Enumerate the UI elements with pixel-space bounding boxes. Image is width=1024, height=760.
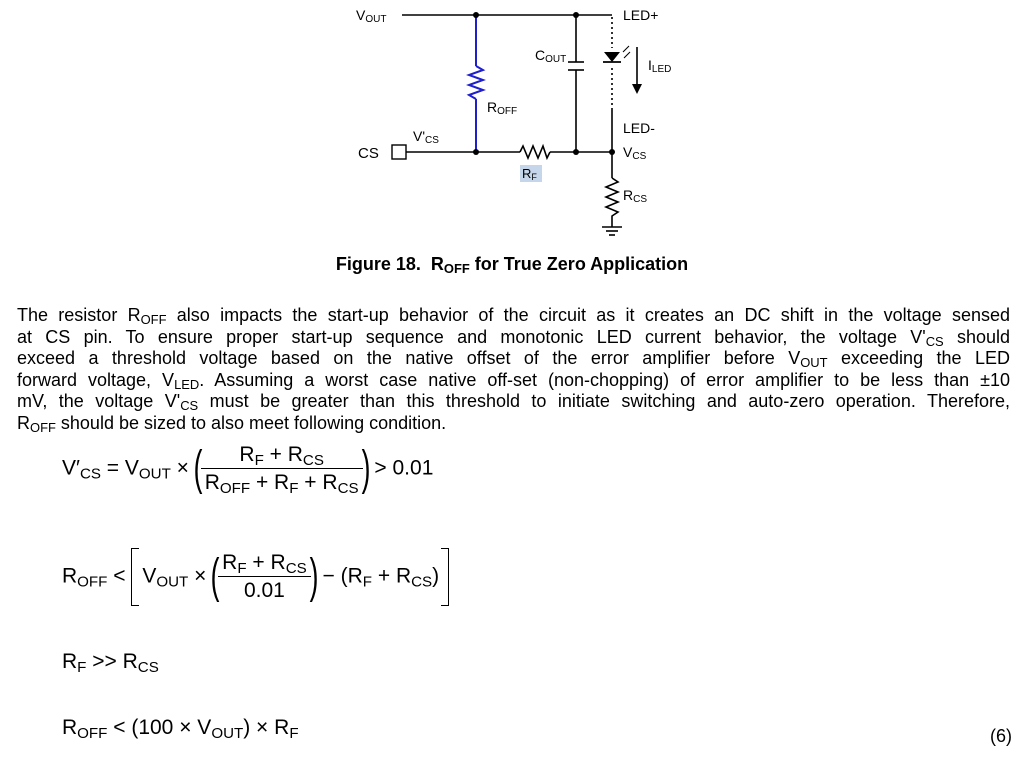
equation-number: (6) <box>990 726 1012 746</box>
equation-3: $R_F >> R_{CS}$ <box>62 650 159 676</box>
figure-caption: Figure 18. $R_{OFF}$ for True Zero Application <box>335 254 689 277</box>
rf-label: RF <box>522 166 537 182</box>
body-paragraph: The resistor $R_{OFF}$ also impacts the start-up behavior of the circuit as it creates an DC shift in the voltage sensed at CS pin. To ensure proper start-up sequence and monotonic LED current behavior, the voltage $V'_{CS}$ should exceed a threshold voltage based on the native offset of the error amplifier before $V_{OUT}$ exceeding the LED forward voltage, $V_{LED}$. Assuming a worst case native off-set (non-chopping) of error amplifier to be less than ±10 mV, the voltage $V'_{CS}$ must be greater than this threshold to initiate switching and auto-zero operation. Therefore, $R_{OFF}$ should be sized to also meet following condition. <box>17 305 1011 436</box>
iled-label: ILED <box>648 57 672 75</box>
cs-pin-label: CS <box>358 145 379 162</box>
vcs-label: VCS <box>623 144 647 162</box>
rcs-resistor <box>606 178 618 220</box>
equation-2: $R_{OFF} < V_{OUT}$ × ( $\frac{R_F + R_{CS}}{0.01}$ ) − $(R_F + R_{CS})$ <box>62 548 449 606</box>
vout-label: VOUT <box>356 7 387 25</box>
iled-arrow-icon <box>632 47 642 94</box>
led-icon <box>603 46 630 62</box>
equation-4: $R_{OFF} < (100 \times V_{OUT}) \times R_F$ <box>62 716 299 742</box>
roff-resistor <box>469 15 483 152</box>
cout-label: COUT <box>535 47 567 65</box>
cs-pin-box <box>392 145 406 159</box>
rcs-label: RCS <box>623 187 648 205</box>
led-plus-label: LED+ <box>623 7 659 23</box>
equation-1: $V'_{CS} = V_{OUT}$ × ( $\frac{R_F + R_{CS}}{R_{OFF} + R_F + R_{CS}}$ ) > 0.01 <box>62 442 434 497</box>
circuit-diagram <box>0 0 1024 250</box>
vpcs-label: V'CS <box>413 128 439 146</box>
roff-label: ROFF <box>487 99 518 117</box>
led-minus-label: LED- <box>623 120 655 136</box>
